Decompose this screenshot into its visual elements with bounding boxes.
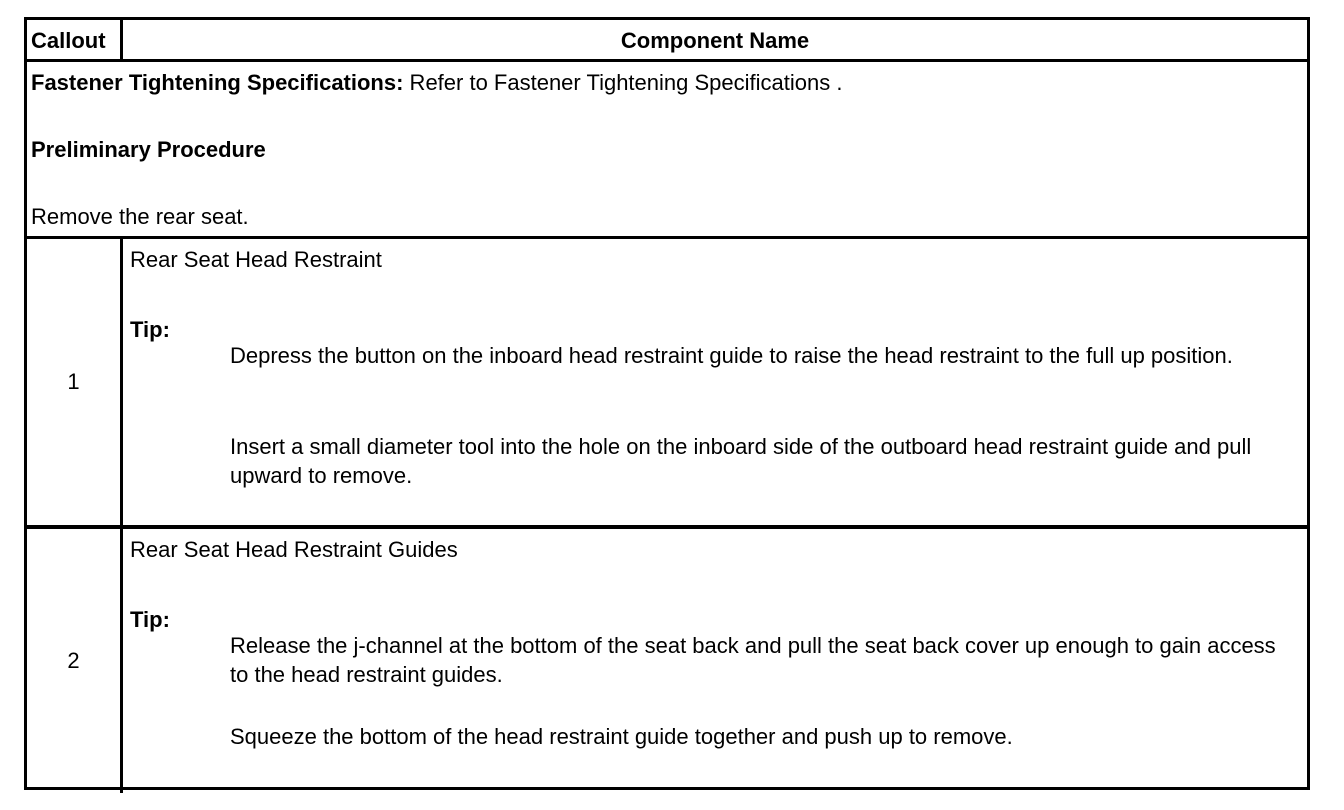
fastener-spec-reference: Refer to Fastener Tightening Specifications . — [403, 70, 843, 95]
fastener-spec-label: Fastener Tightening Specifications: — [31, 70, 404, 95]
procedure-table — [24, 17, 1310, 790]
tip-label: Tip: — [130, 317, 170, 342]
callout-column-header: Callout — [27, 20, 123, 59]
tip-text: Release the j-channel at the bottom of the seat back and pull the seat back cover up enough to gain access to the head restraint guides. — [230, 633, 1276, 687]
table-header-row — [27, 20, 1307, 62]
tip-text: Depress the button on the inboard head restraint guide to raise the head restraint to the full up position. — [230, 343, 1233, 368]
tip-label: Tip: — [130, 607, 170, 632]
table-row — [27, 529, 1307, 793]
component-cell — [126, 239, 1307, 525]
callout-number: 1 — [67, 369, 80, 394]
callout-number: 2 — [67, 648, 80, 673]
fastener-spec-line — [31, 70, 842, 96]
component-cell — [126, 529, 1307, 793]
preliminary-procedure-step: Remove the rear seat. — [31, 204, 249, 229]
preliminary-procedure-heading: Preliminary Procedure — [31, 137, 266, 162]
callout-cell — [27, 239, 123, 525]
callout-cell — [27, 529, 123, 793]
component-name-column-header: Component Name — [620, 28, 810, 53]
component-title: Rear Seat Head Restraint Guides — [130, 537, 458, 562]
preliminary-section — [27, 62, 1307, 239]
component-title: Rear Seat Head Restraint — [130, 247, 382, 272]
tip-text: Squeeze the bottom of the head restraint guide together and push up to remove. — [230, 724, 1013, 749]
tip-text: Insert a small diameter tool into the hole on the inboard side of the outboard head restraint guide and pull upward to remove. — [230, 434, 1252, 488]
table-row — [27, 239, 1307, 529]
